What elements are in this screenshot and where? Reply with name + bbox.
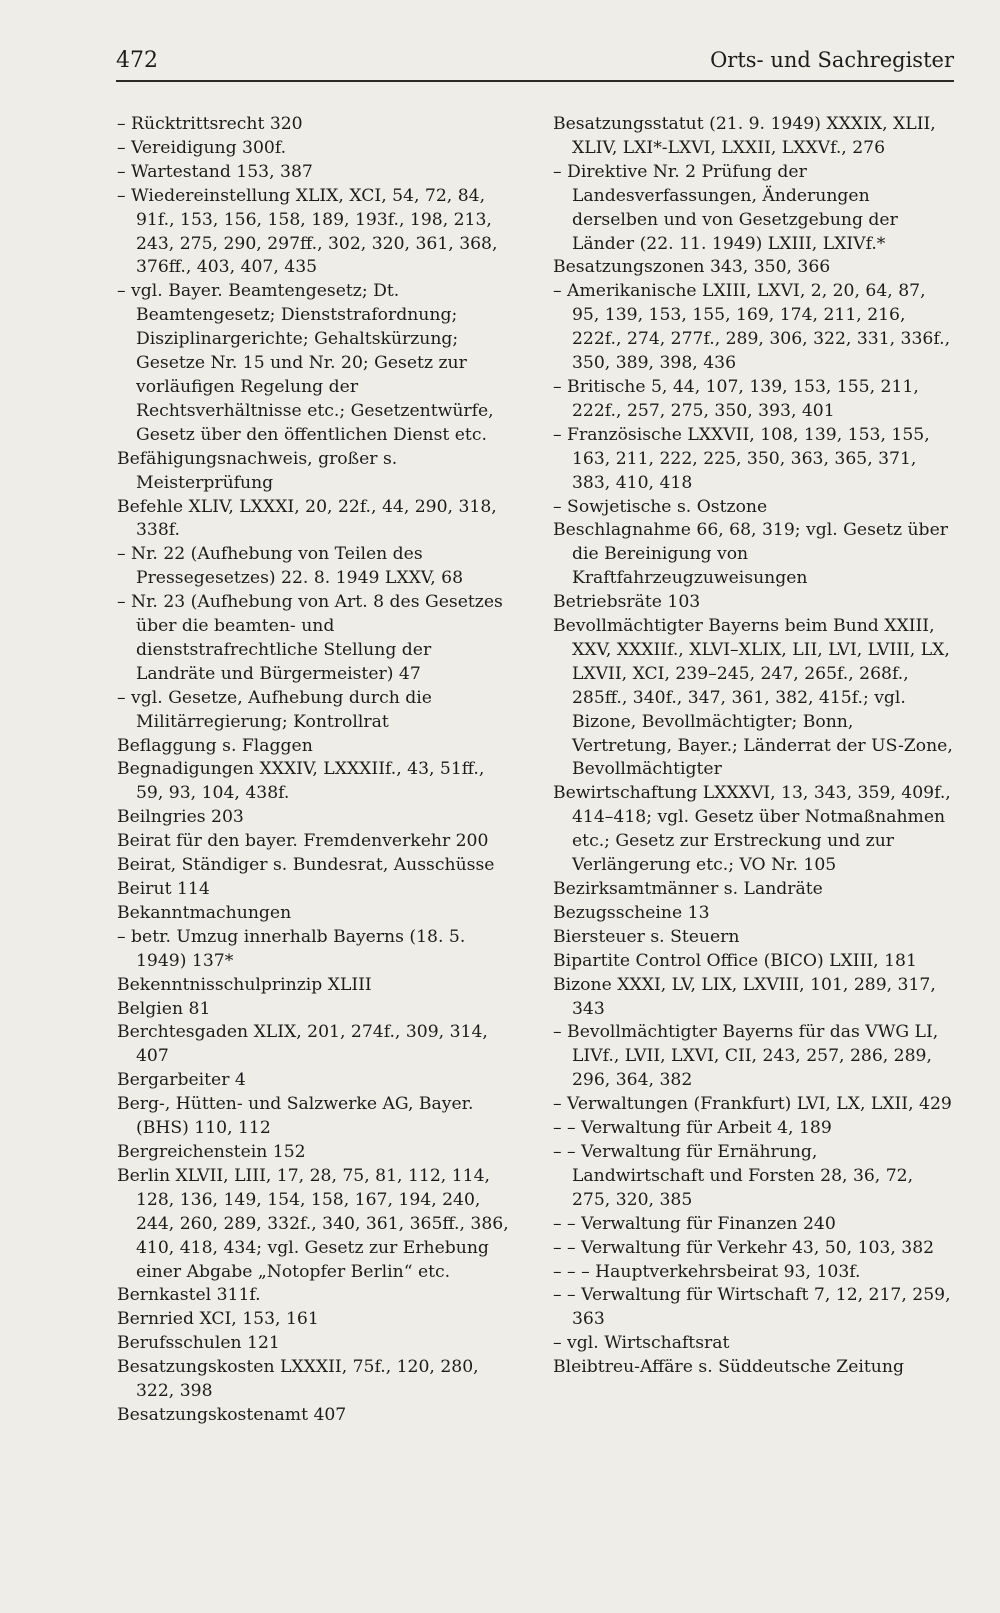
index-entry: Bleibtreu-Affäre s. Süddeutsche Zeitung: [553, 1357, 904, 1378]
index-entry: Bergarbeiter 4: [117, 1070, 246, 1091]
index-entry: Befähigungsnachweis, großer s. Meisterprüfung: [117, 448, 398, 493]
index-entry: Bernkastel 311f.: [117, 1285, 261, 1306]
index-entry: – Verwaltungen (Frankfurt) LVI, LX, LXII, 429: [553, 1094, 952, 1115]
index-entry: Beirut 114: [117, 879, 210, 899]
index-entry: Berlin XLVII, LIII, 17, 28, 75, 81, 112, 114, 128, 136, 149, 154, 158, 167, 194, 240, 244, 260, 289, 332f., 340, 361, 365ff., 386, 410, 418, 434; vgl. Gesetz zur Erhebung einer Abgabe „Notopfer Berlin“ etc.: [117, 1165, 509, 1282]
index-entry: Berg-, Hütten- und Salzwerke AG, Bayer. (BHS) 110, 112: [117, 1094, 474, 1139]
index-entry: – Bevollmächtigter Bayerns für das VWG LI, LIVf., LVII, LXVI, CII, 243, 257, 286, 289, 296, 364, 382: [553, 1022, 939, 1091]
index-entry: – – Verwaltung für Finanzen 240: [553, 1213, 836, 1234]
index-entry: Belgien 81: [117, 998, 211, 1019]
index-entry: Besatzungskosten LXXXII, 75f., 120, 280, 322, 398: [117, 1357, 479, 1402]
index-entry: – vgl. Wirtschaftsrat: [553, 1333, 730, 1354]
index-entry: – – Verwaltung für Arbeit 4, 189: [553, 1118, 832, 1139]
index-entry: – Amerikanische LXIII, LXVI, 2, 20, 64, 87, 95, 139, 153, 155, 169, 174, 211, 216, 222f., 274, 277f., 289, 306, 322, 331, 336f., 350, 389, 398, 436: [553, 281, 951, 374]
index-entry: – Wiedereinstellung XLIX, XCI, 54, 72, 84, 91f., 153, 156, 158, 189, 193f., 198, 213, 243, 275, 290, 297ff., 302, 320, 361, 368, 376ff., 403, 407, 435: [117, 185, 498, 278]
index-entry: – Nr. 22 (Aufhebung von Teilen des Pressegesetzes) 22. 8. 1949 LXXV, 68: [117, 544, 464, 589]
running-title: Orts- und Sachregister: [710, 48, 954, 72]
index-entry: Bevollmächtigter Bayerns beim Bund XXIII, XXV, XXXIIf., XLVI–XLIX, LII, LVI, LVIII, LX, LXVII, XCI, 239–245, 247, 265f., 268f., 285ff., 340f., 347, 361, 382, 415f.; vgl. Bizone, Bevollmächtigter; Bonn, Vertretung, Bayer.; Länderrat der US-Zone, Bevollmächtigter: [553, 616, 953, 780]
index-entry: Berchtesgaden XLIX, 201, 274f., 309, 314, 407: [117, 1022, 488, 1067]
index-entry: – Französische LXXVII, 108, 139, 153, 155, 163, 211, 222, 225, 350, 363, 365, 371, 383, 410, 418: [553, 424, 930, 493]
index-entry: – vgl. Gesetze, Aufhebung durch die Militärregierung; Kontrollrat: [117, 687, 432, 732]
index-entry: Beflaggung s. Flaggen: [117, 735, 313, 756]
index-entry: Bizone XXXI, LV, LIX, LXVIII, 101, 289, 317, 343: [553, 974, 936, 1019]
index-column-left: [117, 113, 513, 1428]
index-entry: – Britische 5, 44, 107, 139, 153, 155, 211, 222f., 257, 275, 350, 393, 401: [553, 376, 919, 421]
index-entry: – vgl. Bayer. Beamtengesetz; Dt. Beamtengesetz; Dienststrafordnung; Disziplinargerichte; Gehaltskürzung; Gesetze Nr. 15 und Nr. 20; Gesetz zur vorläufigen Regelung der Rechtsverhältnisse etc.; Gesetzentwürfe, Gesetz über den öffentlichen Dienst etc.: [117, 281, 494, 445]
index-entry: Bekanntmachungen: [117, 902, 292, 923]
index-entry: Beirat, Ständiger s. Bundesrat, Ausschüsse: [117, 855, 495, 876]
index-entry: Besatzungszonen 343, 350, 366: [553, 257, 831, 278]
index-entry: – – Verwaltung für Verkehr 43, 50, 103, 382: [553, 1237, 935, 1258]
index-entry: Beschlagnahme 66, 68, 319; vgl. Gesetz über die Bereinigung von Kraftfahrzeugzuweisungen: [553, 520, 948, 589]
index-entry: Bernried XCI, 153, 161: [117, 1309, 319, 1330]
index-entry: – Sowjetische s. Ostzone: [553, 496, 768, 517]
index-entry: Begnadigungen XXXIV, LXXXIIf., 43, 51ff., 59, 93, 104, 438f.: [117, 759, 485, 804]
index-entry: Berufsschulen 121: [117, 1333, 280, 1354]
index-entry: Beilngries 203: [117, 807, 244, 828]
page-number: 472: [116, 48, 158, 73]
index-entry: – Direktive Nr. 2 Prüfung der Landesverfassungen, Änderungen derselben und von Gesetzgebung der Länder (22. 11. 1949) LXIII, LXIVf.*: [553, 161, 898, 254]
index-entry: – Vereidigung 300f.: [117, 137, 287, 158]
index-entry: – – Verwaltung für Ernährung, Landwirtschaft und Forsten 28, 36, 72, 275, 320, 385: [553, 1141, 914, 1210]
index-entry: Bipartite Control Office (BICO) LXIII, 181: [553, 950, 917, 971]
index-entry: – Rücktrittsrecht 320: [117, 114, 303, 134]
index-entry: – – Verwaltung für Wirtschaft 7, 12, 217, 259, 363: [553, 1285, 951, 1330]
header-rule: [116, 80, 954, 82]
index-entry: Bekenntnisschulprinzip XLIII: [117, 974, 372, 995]
index-entry: Bergreichenstein 152: [117, 1141, 306, 1162]
index-entry: Bewirtschaftung LXXXVI, 13, 343, 359, 409f., 414–418; vgl. Gesetz über Notmaßnahmen etc.; Gesetz zur Erstreckung und zur Verlängerung etc.; VO Nr. 105: [553, 783, 951, 876]
index-entry: Beirat für den bayer. Fremdenverkehr 200: [117, 831, 489, 852]
index-entry: Besatzungskostenamt 407: [117, 1404, 347, 1425]
index-entry: Bezugsscheine 13: [553, 902, 710, 923]
index-entry: Bezirksamtmänner s. Landräte: [553, 879, 823, 899]
index-entry: – betr. Umzug innerhalb Bayerns (18. 5. 1949) 137*: [117, 926, 466, 971]
index-entry: Betriebsräte 103: [553, 592, 701, 613]
index-entry: Biersteuer s. Steuern: [553, 926, 740, 947]
index-column-right: [553, 113, 953, 1380]
index-entry: – – – Hauptverkehrsbeirat 93, 103f.: [553, 1261, 861, 1282]
index-entry: Besatzungsstatut (21. 9. 1949) XXXIX, XLII, XLIV, LXI*-LXVI, LXXII, LXXVf., 276: [553, 114, 936, 158]
index-entry: – Nr. 23 (Aufhebung von Art. 8 des Gesetzes über die beamten- und dienststrafrechtliche Stellung der Landräte und Bürgermeister) 47: [117, 592, 503, 684]
index-entry: Befehle XLIV, LXXXI, 20, 22f., 44, 290, 318, 338f.: [117, 496, 497, 541]
index-entry: – Wartestand 153, 387: [117, 161, 313, 182]
page-header: [116, 48, 954, 82]
